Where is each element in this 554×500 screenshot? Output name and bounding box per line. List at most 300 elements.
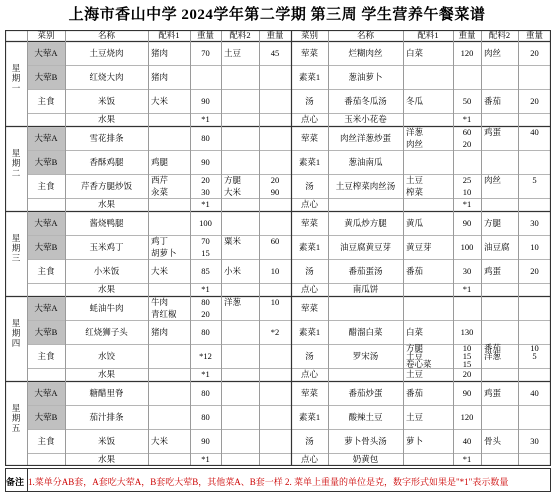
ingredient: 肉丝 (406, 139, 424, 149)
dish-name: 糖醋里脊 (89, 388, 124, 398)
weight: 20 (201, 175, 210, 185)
weight (518, 296, 551, 320)
ingredient: 冬瓜 (406, 96, 424, 106)
weight: 50 (462, 96, 472, 106)
ingredient: 鸡腿 (151, 157, 169, 167)
ingredient (481, 150, 521, 174)
dish-name: 水果 (97, 284, 115, 294)
weight (259, 368, 291, 381)
dish-category: 点心 (300, 454, 318, 464)
ingredient (403, 113, 456, 126)
dish-category: 主食 (37, 266, 55, 276)
ingredient (481, 113, 521, 126)
dish-name: 罗宋汤 (352, 351, 379, 361)
ingredient: 胡萝卜 (151, 248, 177, 258)
weight: 30 (201, 187, 210, 197)
dish-category: 大荤B (34, 242, 58, 252)
ingredient (148, 381, 193, 405)
ingredient: 土豆 (224, 48, 242, 58)
ingredient (148, 198, 193, 211)
day-label-char: 期 (11, 73, 21, 83)
weight: 30 (530, 218, 539, 228)
weight (518, 138, 551, 150)
weight: 5 (532, 175, 537, 185)
ingredient (148, 453, 193, 466)
dish-name: 油豆腐黄豆芽 (339, 242, 391, 252)
weight (259, 247, 291, 259)
dish-name: 南瓜饼 (352, 284, 379, 294)
ingredient: 大米 (224, 187, 242, 197)
weight: 80 (201, 327, 210, 337)
weight (259, 126, 291, 150)
day-label-char: 二 (11, 168, 21, 178)
dish-category (27, 453, 65, 466)
ingredient: 方腿 (484, 218, 502, 228)
dish-name: 肉丝洋葱炒蛋 (339, 133, 391, 143)
weight: 70 (201, 48, 210, 58)
dish-category: 大荤A (34, 388, 58, 398)
dish-category: 主食 (37, 181, 55, 191)
ingredient (221, 283, 262, 296)
day-label-char: 期 (11, 328, 21, 338)
weight (518, 453, 551, 466)
weight: *1 (201, 369, 210, 379)
weight: 5 (532, 351, 537, 361)
weight: 10 (462, 187, 472, 197)
dish-name: 黄瓜炒方腿 (344, 218, 387, 228)
weight: 100 (199, 218, 212, 228)
dish-name (328, 198, 403, 211)
ingredient: 肉丝 (484, 48, 502, 58)
dish-category: 荤菜 (300, 133, 318, 143)
dish-category: 素菜1 (298, 242, 321, 252)
weight (259, 405, 291, 429)
weight: 10 (270, 297, 280, 307)
weight (518, 113, 551, 126)
ingredient (221, 368, 262, 381)
ingredient: 牛肉 (151, 297, 169, 307)
dish-category (27, 113, 65, 126)
ingredient: 鸡蛋 (484, 266, 502, 276)
weight (518, 360, 551, 368)
dish-category: 大荤A (34, 48, 58, 58)
ingredient: 洋葱 (484, 351, 502, 361)
ingredient (221, 211, 262, 235)
header-ing1-left: 配料1 (158, 30, 180, 40)
weight: *1 (201, 284, 210, 294)
weight (259, 65, 291, 89)
weight: 20 (201, 309, 210, 319)
dish-category: 素菜1 (298, 412, 321, 422)
dish-category: 素菜1 (298, 157, 321, 167)
weight: 70 (201, 236, 210, 246)
weight: 25 (462, 175, 472, 185)
ingredient (403, 150, 456, 174)
dish-category: 主食 (37, 96, 55, 106)
ingredient (221, 126, 262, 150)
ingredient (481, 453, 521, 466)
weight (259, 453, 291, 466)
dish-category: 大荤B (34, 412, 58, 422)
weight (259, 211, 291, 235)
dish-name: 玉米小花卷 (344, 114, 387, 124)
dish-category: 荤菜 (300, 303, 318, 313)
ingredient: 西芹 (151, 175, 169, 185)
ingredient (481, 186, 521, 198)
ingredient: 番茄 (484, 96, 502, 106)
dish-category: 大荤A (34, 133, 58, 143)
dish-name: 米饭 (97, 436, 115, 446)
ingredient (481, 320, 521, 344)
ingredient (148, 211, 193, 235)
dish-category (27, 198, 65, 211)
day-label (5, 63, 27, 93)
weight: 90 (201, 96, 210, 106)
ingredient: 黄豆芽 (406, 242, 432, 252)
ingredient: 方腿 (406, 343, 424, 353)
weight: 85 (201, 266, 210, 276)
weight: 40 (530, 127, 539, 137)
dish-name: 红烧狮子头 (85, 327, 128, 337)
ingredient: 白菜 (406, 48, 424, 58)
dish-name: 番茄蛋汤 (348, 266, 383, 276)
ingredient: 鸡蛋 (484, 127, 502, 137)
weight: 120 (460, 412, 474, 422)
footer-label: 备注 (6, 477, 25, 487)
ingredient (221, 89, 262, 113)
weight: 80 (201, 297, 210, 307)
weight (518, 65, 551, 89)
ingredient: 黄瓜 (406, 218, 424, 228)
weight: 60 (462, 127, 472, 137)
dish-category (27, 368, 65, 381)
dish-category: 点心 (300, 199, 318, 209)
ingredient (221, 198, 262, 211)
weight: 10 (270, 266, 280, 276)
header-ing2-left: 配料2 (229, 30, 251, 40)
ingredient (481, 360, 521, 368)
dish-name: 水果 (97, 454, 115, 464)
ingredient: 粟米 (224, 236, 242, 246)
ingredient (148, 344, 193, 368)
ingredient: 油豆腐 (484, 242, 510, 252)
day-label-char: 三 (11, 253, 21, 263)
weight (259, 381, 291, 405)
dish-name: 蚝油牛肉 (89, 303, 124, 313)
ingredient (221, 150, 262, 174)
day-label (5, 148, 27, 178)
day-label-char: 五 (11, 423, 21, 433)
header-wt1-right: 重量 (458, 30, 476, 40)
ingredient: 土豆 (406, 412, 424, 422)
weight (518, 198, 551, 211)
ingredient (403, 296, 456, 320)
weight: *1 (201, 199, 210, 209)
ingredient (403, 453, 456, 466)
header-name-left: 名称 (97, 30, 115, 40)
ingredient: 鸡蛋 (484, 388, 502, 398)
dish-name: 葱油萝卜 (348, 72, 383, 82)
weight (518, 320, 551, 344)
menu-table (5, 30, 551, 466)
ingredient: 卷心菜 (406, 359, 432, 369)
ingredient (481, 65, 521, 89)
weight: 45 (270, 48, 280, 58)
dish-name: 芹香方腿炒饭 (80, 181, 132, 191)
weight: 90 (462, 218, 472, 228)
dish-name (328, 296, 403, 320)
ingredient: 肉丝 (484, 175, 502, 185)
ingredient (403, 283, 456, 296)
weight (518, 150, 551, 174)
ingredient (221, 320, 262, 344)
dish-name: 烂糊肉丝 (348, 48, 383, 58)
ingredient: 土豆 (406, 351, 424, 361)
dish-category: 主食 (37, 436, 55, 446)
ingredient (148, 405, 193, 429)
header-cat-right: 菜别 (300, 30, 318, 40)
weight: 90 (201, 436, 210, 446)
dish-category: 点心 (300, 114, 318, 124)
weight: 20 (462, 139, 472, 149)
dish-category: 荤菜 (300, 388, 318, 398)
weight: 90 (270, 187, 280, 197)
weight: 15 (201, 248, 210, 258)
weight (518, 405, 551, 429)
dish-name: 雪花排条 (89, 133, 124, 143)
dish-category: 大荤A (34, 303, 58, 313)
weight (259, 150, 291, 174)
dish-category: 大荤B (34, 327, 58, 337)
ingredient: 骨头 (484, 436, 502, 446)
dish-name: 奶黄包 (352, 454, 379, 464)
dish-category (27, 283, 65, 296)
ingredient: 榨菜 (406, 187, 424, 197)
ingredient: 番茄 (484, 343, 502, 353)
day-label-char: 星 (11, 63, 21, 73)
weight (259, 344, 291, 368)
ingredient (481, 405, 521, 429)
weight: *1 (201, 114, 210, 124)
ingredient (148, 126, 193, 150)
weight (453, 150, 481, 174)
weight: *1 (201, 454, 210, 464)
ingredient: 汆菜 (151, 187, 169, 197)
dish-name: 土豆榨菜肉丝汤 (335, 181, 396, 191)
weight (259, 89, 291, 113)
footer-note (0, 468, 554, 492)
ingredient: 萝卜 (406, 436, 424, 446)
dish-name: 水果 (97, 114, 115, 124)
dish-name: 玉米鸡丁 (89, 242, 124, 252)
weight: 90 (201, 157, 210, 167)
dish-category: 主食 (37, 351, 55, 361)
ingredient (403, 198, 456, 211)
day-label-char: 星 (11, 318, 21, 328)
weight: 60 (270, 236, 280, 246)
weight: 40 (462, 436, 472, 446)
header-wt1-left: 重量 (196, 30, 214, 40)
weight: 100 (460, 242, 474, 252)
day-label-char: 四 (11, 338, 21, 348)
ingredient: 白菜 (406, 327, 424, 337)
ingredient (221, 344, 262, 368)
weight: *1 (462, 199, 472, 209)
day-label-char: 一 (11, 83, 21, 93)
day-label-char: 星 (11, 148, 21, 158)
dish-name: 水饺 (97, 351, 115, 361)
weight: 10 (530, 242, 539, 252)
ingredient: 洋葱 (224, 297, 242, 307)
dish-name: 醋溜白菜 (348, 327, 383, 337)
ingredient: 番茄 (406, 388, 424, 398)
weight: 20 (530, 96, 539, 106)
ingredient: 猪肉 (151, 48, 169, 58)
ingredient: 猪肉 (151, 72, 169, 82)
weight: 40 (530, 388, 539, 398)
ingredient (221, 405, 262, 429)
header-name-right: 名称 (356, 30, 374, 40)
ingredient: 大米 (151, 96, 169, 106)
dish-category: 大荤A (34, 218, 58, 228)
dish-name: 番茄炒蛋 (348, 388, 383, 398)
day-label-char: 星 (11, 403, 21, 413)
ingredient: 鸡丁 (151, 236, 169, 246)
day-label (5, 318, 27, 348)
ingredient: 洋葱 (406, 127, 424, 137)
dish-name: 萝卜骨头汤 (344, 436, 387, 446)
weight: 20 (530, 48, 539, 58)
header-ing1-right: 配料1 (417, 30, 439, 40)
ingredient: 土豆 (406, 175, 424, 185)
weight (259, 308, 291, 320)
weight (259, 113, 291, 126)
ingredient: 猪肉 (151, 327, 169, 337)
dish-name: 水果 (97, 199, 115, 209)
dish-category: 素菜1 (298, 327, 321, 337)
day-label (5, 403, 27, 433)
weight (259, 198, 291, 211)
header-cat-left: 菜别 (37, 30, 55, 40)
dish-name: 香酥鸡腿 (89, 157, 124, 167)
dish-name: 茄汁排条 (89, 412, 124, 422)
dish-category: 大荤B (34, 72, 58, 82)
weight: 80 (201, 388, 210, 398)
dish-name: 水果 (97, 369, 115, 379)
ingredient (148, 283, 193, 296)
weight (518, 283, 551, 296)
ingredient (148, 113, 193, 126)
ingredient (481, 198, 521, 211)
weight: 30 (530, 436, 539, 446)
dish-name: 土豆烧肉 (89, 48, 124, 58)
ingredient: 小米 (224, 266, 242, 276)
dish-category: 大荤B (34, 157, 58, 167)
ingredient (481, 138, 521, 150)
dish-category: 点心 (300, 369, 318, 379)
weight: 80 (201, 133, 210, 143)
ingredient (221, 429, 262, 453)
dish-name: 小米饭 (93, 266, 120, 276)
page-title: 上海市香山中学 2024学年第二学期 第三周 学生营养午餐菜谱 (68, 7, 486, 23)
day-label-char: 期 (11, 413, 21, 423)
ingredient (221, 453, 262, 466)
ingredient: 大米 (151, 436, 169, 446)
ingredient (481, 283, 521, 296)
dish-name: 葱油南瓜 (348, 157, 383, 167)
weight: 120 (460, 48, 474, 58)
day-label-char: 星 (11, 233, 21, 243)
weight (453, 296, 481, 320)
weight: 90 (462, 388, 472, 398)
dish-category: 汤 (305, 266, 314, 276)
day-label (5, 233, 27, 263)
dish-name: 红烧大肉 (89, 72, 124, 82)
weight: 80 (201, 412, 210, 422)
weight: 10 (530, 343, 539, 353)
dish-category: 汤 (305, 351, 314, 361)
header-ing2-right: 配料2 (488, 30, 511, 40)
weight: 10 (462, 343, 472, 353)
dish-name: 番茄冬瓜汤 (344, 96, 387, 106)
weight (259, 283, 291, 296)
dish-category: 点心 (300, 284, 318, 294)
ingredient: 土豆 (406, 369, 424, 379)
weight: *2 (270, 327, 280, 337)
ingredient: 大米 (151, 266, 169, 276)
weight: 15 (462, 351, 472, 361)
ingredient (481, 296, 521, 320)
dish-name: 酱烧鸭腿 (89, 218, 124, 228)
dish-category: 素菜1 (298, 72, 321, 82)
ingredient (221, 65, 262, 89)
ingredient: 方腿 (224, 175, 242, 185)
ingredient (221, 247, 262, 259)
dish-name (328, 368, 403, 381)
dish-category: 汤 (305, 96, 314, 106)
weight: 20 (530, 266, 539, 276)
weight: *1 (462, 284, 472, 294)
dish-name: 酸辣土豆 (348, 412, 383, 422)
weight: 15 (462, 359, 472, 369)
header-wt2-right: 重量 (525, 30, 543, 40)
weight (453, 65, 481, 89)
day-label-char: 期 (11, 158, 21, 168)
ingredient: 番茄 (406, 266, 424, 276)
dish-name: 米饭 (97, 96, 115, 106)
ingredient (403, 65, 456, 89)
footer-text: 1.菜单分AB套，A套吃大荤A，B套吃大荤B，其他菜A、B套一样 2. 菜单上重量的单位是克，数字形式如果是"*1"表示数量 (28, 477, 509, 487)
weight: 130 (460, 327, 474, 337)
ingredient (481, 368, 521, 381)
weight (518, 368, 551, 381)
weight (518, 186, 551, 198)
ingredient (221, 381, 262, 405)
ingredient: 青红椒 (151, 309, 177, 319)
weight: 30 (462, 266, 472, 276)
header-wt2-left: 重量 (266, 30, 284, 40)
dish-category: 荤菜 (300, 218, 318, 228)
dish-category: 汤 (305, 436, 314, 446)
dish-category: 汤 (305, 181, 314, 191)
weight: *1 (462, 454, 472, 464)
ingredient (221, 308, 262, 320)
weight (190, 65, 221, 89)
weight: 20 (462, 369, 472, 379)
weight: *12 (199, 351, 212, 361)
ingredient (148, 368, 193, 381)
weight: *1 (462, 114, 472, 124)
